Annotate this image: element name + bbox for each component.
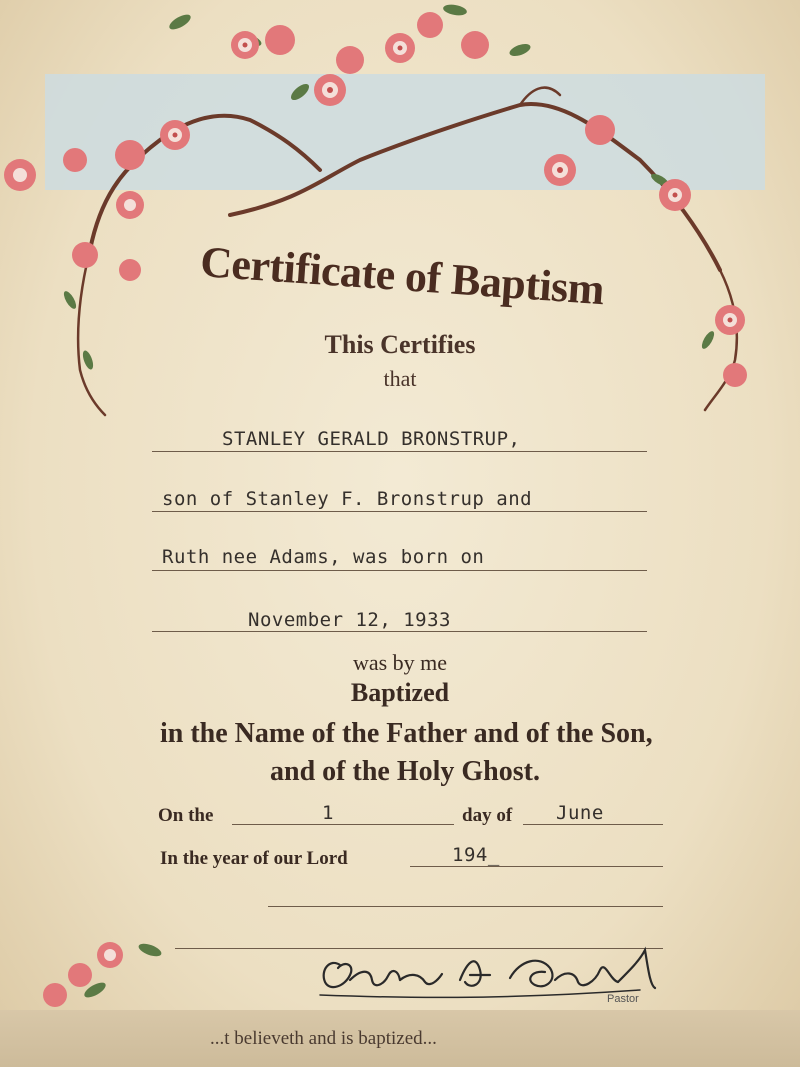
that-text: that	[383, 366, 417, 391]
this-certifies-text: This Certifies	[324, 330, 476, 359]
parents-line-2: Ruth nee Adams, was born on	[162, 546, 485, 568]
year-value: 194_	[452, 844, 500, 866]
day-value: 1	[322, 802, 334, 824]
footer-verse-text: ...t believeth and is baptized...	[210, 1028, 437, 1049]
pastor-label: Pastor	[607, 993, 639, 1005]
month-value: June	[556, 802, 604, 824]
certificate-title: Certificate of Baptism	[198, 237, 606, 315]
birth-date: November 12, 1933	[248, 609, 451, 631]
parents-line-2-rule	[152, 570, 647, 571]
birth-date-rule	[152, 631, 647, 632]
year-rule	[410, 866, 663, 867]
on-the-label: On the	[158, 805, 214, 826]
month-rule	[523, 824, 663, 825]
day-rule	[232, 824, 454, 825]
baptized-text: Baptized	[350, 678, 450, 707]
name-line	[152, 451, 647, 452]
parents-line-1-rule	[152, 511, 647, 512]
parents-line-1: son of Stanley F. Bronstrup and	[162, 488, 533, 510]
trinity-text: in the Name of the Father and of the Son,	[160, 718, 653, 749]
year-label: In the year of our Lord	[160, 848, 348, 869]
day-of-label: day of	[462, 805, 513, 826]
child-name: STANLEY GERALD BRONSTRUP,	[222, 428, 521, 450]
blank-line-1	[268, 906, 663, 907]
holy-ghost-text: and of the Holy Ghost.	[270, 756, 540, 787]
was-by-me-text: was by me	[352, 650, 448, 675]
